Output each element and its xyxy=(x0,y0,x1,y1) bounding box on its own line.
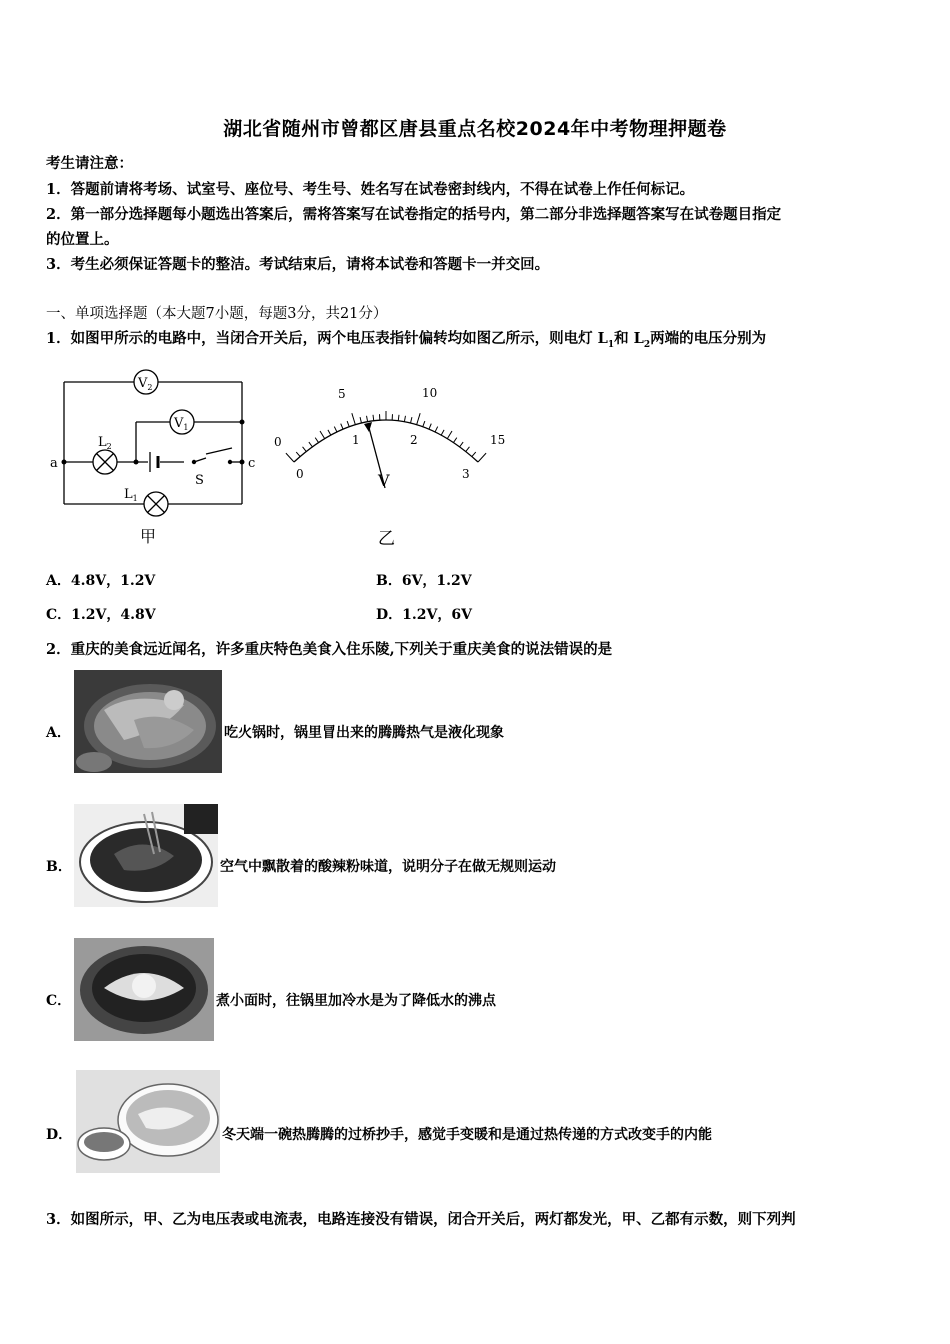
q2-option-c-text[interactable]: 煮小面时，往锅里加冷水是为了降低水的沸点 xyxy=(216,993,496,1009)
meter-tick xyxy=(347,421,349,427)
v1-label: $V_1$ xyxy=(174,416,189,432)
meter-tick xyxy=(472,452,476,457)
meter-tick xyxy=(411,417,412,423)
meter-tick xyxy=(429,424,431,430)
meter-tick xyxy=(447,431,452,439)
small-noodles-image xyxy=(74,938,214,1041)
scale-bottom-0: 0 xyxy=(296,467,304,481)
notice-item-3: 3．考生必须保证答题卡的整洁。考试结束后，请将本试卷和答题卡一并交回。 xyxy=(46,256,550,273)
meter-tick xyxy=(341,424,343,430)
circuit-diagram xyxy=(44,368,268,550)
scale-top-5: 5 xyxy=(338,387,346,401)
question-3-text: 3．如图所示，甲、乙为电压表或电流表，电路连接没有错误，闭合开关后，两灯都发光，甲、乙都有示数，则下列判 xyxy=(46,1211,796,1228)
notice-item-2: 2．第一部分选择题每小题选出答案后，需将答案写在试卷指定的括号内，第二部分非选择题答案写在试卷题目指定 xyxy=(46,206,782,223)
page-title: 湖北省随州市曾都区唐县重点名校2024年中考物理押题卷 xyxy=(223,118,727,140)
section-heading: 一、单项选择题（本大题7小题，每题3分，共21分） xyxy=(46,306,388,322)
meter-tick xyxy=(466,447,470,452)
q2-option-b-label[interactable]: B． xyxy=(46,859,72,875)
meter-tick xyxy=(398,415,399,421)
meter-caption: 乙 xyxy=(378,529,395,549)
meter-tick xyxy=(303,447,307,452)
meter-tick xyxy=(315,438,318,443)
meter-tick xyxy=(352,413,355,424)
q2-option-a-label[interactable]: A． xyxy=(46,725,71,741)
meter-tick xyxy=(460,442,464,447)
meter-tick xyxy=(404,416,405,422)
meter-tick xyxy=(309,442,313,447)
q2-option-b-text[interactable]: 空气中飘散着的酸辣粉味道，说明分子在做无规则运动 xyxy=(220,859,556,875)
q1-option-a[interactable]: A．4.8V，1.2V xyxy=(46,573,156,589)
hotpot-image xyxy=(74,670,222,773)
question-2-text: 2．重庆的美食远近闻名，许多重庆特色美食入住乐陵,下列关于重庆美食的说法错误的是 xyxy=(46,641,613,658)
scale-top-10: 10 xyxy=(422,386,438,400)
scale-bottom-1: 1 xyxy=(352,433,360,447)
meter-tick xyxy=(441,430,444,435)
meter-unit: V xyxy=(378,471,390,490)
notice-heading: 考生请注意： xyxy=(46,155,133,172)
meter-tick xyxy=(320,431,325,439)
meter-tick xyxy=(286,453,294,462)
question-1-text: 1．如图甲所示的电路中，当闭合开关后，两个电压表指针偏转均如图乙所示，则电灯 $L_1$和 $L_2$两端的电压分别为 xyxy=(46,330,767,350)
wonton-image xyxy=(76,1070,220,1173)
hot-sour-noodles-image xyxy=(74,804,218,907)
meter-tick xyxy=(373,415,374,421)
q1-option-b[interactable]: B．6V，1.2V xyxy=(376,573,472,589)
scale-top-0: 0 xyxy=(274,435,282,449)
voltmeter-dial xyxy=(268,380,518,555)
meter-tick xyxy=(328,430,331,435)
scale-bottom-2: 2 xyxy=(410,433,418,447)
meter-tick xyxy=(334,427,337,432)
meter-tick xyxy=(423,421,425,427)
v2-label: $V_2$ xyxy=(138,376,153,392)
meter-tick xyxy=(367,416,368,422)
meter-tick xyxy=(435,427,438,432)
meter-tick xyxy=(417,413,420,424)
scale-bottom-3: 3 xyxy=(462,467,470,481)
q2-option-d-text[interactable]: 冬天端一碗热腾腾的过桥抄手，感觉手变暖和是通过热传递的方式改变手的内能 xyxy=(222,1127,712,1143)
l1-label: $L_1$ xyxy=(124,487,138,503)
notice-item-1: 1．答题前请将考场、试室号、座位号、考生号、姓名写在试卷密封线内，不得在试卷上作任何标记。 xyxy=(46,181,695,198)
meter-tick xyxy=(360,417,361,423)
q1-option-d[interactable]: D．1.2V，6V xyxy=(376,607,472,623)
meter-tick xyxy=(453,438,456,443)
node-a-label: a xyxy=(50,456,58,471)
node-c-label: c xyxy=(248,456,256,471)
notice-item-2-cont: 的位置上。 xyxy=(46,231,119,248)
q2-option-c-label[interactable]: C． xyxy=(46,993,72,1009)
meter-tick xyxy=(296,452,300,457)
switch-label: S xyxy=(195,473,204,488)
meter-tick xyxy=(478,453,486,462)
q2-option-a-text[interactable]: 吃火锅时，锅里冒出来的腾腾热气是液化现象 xyxy=(224,725,504,741)
l2-label: $L_2$ xyxy=(98,435,112,451)
scale-top-15: 15 xyxy=(490,433,506,447)
circuit-caption: 甲 xyxy=(140,527,157,546)
q1-option-c[interactable]: C．1.2V，4.8V xyxy=(46,607,156,623)
q2-option-d-label[interactable]: D． xyxy=(46,1127,73,1143)
